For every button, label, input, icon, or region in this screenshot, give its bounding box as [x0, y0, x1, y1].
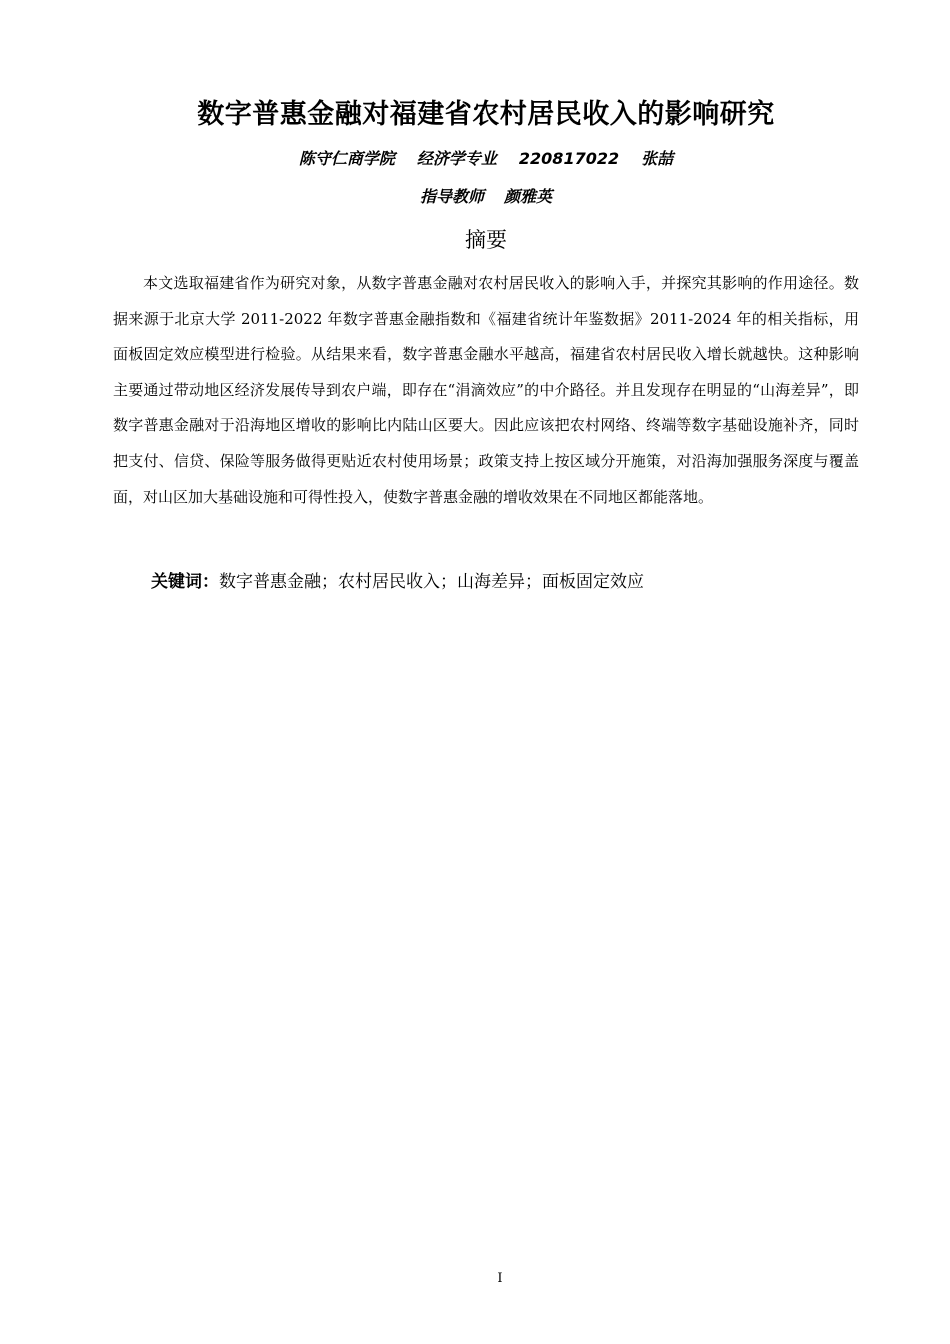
- author-major: 经济学专业: [416, 149, 497, 168]
- abstract-body: 本文选取福建省作为研究对象，从数字普惠金融对农村居民收入的影响入手，并探究其影响的作用途径。数据来源于北京大学 2011-2022 年数字普惠金融指数和《福建省统计年鉴数据》2011-2024 年的相关指标，用面板固定效应模型进行检验。从结果来看，数字普惠金融水平越高，福建省农村居民收入增长就越快。这种影响主要通过带动地区经济发展传导到农户端，即存在“涓滴效应”的中介路径。并且发现存在明显的“山海差异”，即数字普惠金融对于沿海地区增收的影响比内陆山区要大。因此应该把农村网络、终端等数字基础设施补齐，同时把支付、信贷、保险等服务做得更贴近农村使用场景；政策支持上按区域分开施策，对沿海加强服务深度与覆盖面，对山区加大基础设施和可得性投入，使数字普惠金融的增收效果在不同地区都能落地。: [113, 274, 859, 506]
- advisor-name: 颜雅英: [504, 187, 553, 206]
- paper-title: 数字普惠金融对福建省农村居民收入的影响研究: [197, 99, 775, 130]
- author-name: 张喆: [641, 149, 674, 168]
- page-number: I: [497, 1271, 503, 1286]
- keywords-label: 关键词：: [151, 572, 219, 592]
- advisor-label: 指导教师: [419, 187, 484, 206]
- author-school: 陈守仁商学院: [298, 149, 395, 168]
- abstract-heading: 摘要: [465, 228, 507, 252]
- keywords-text: 数字普惠金融；农村居民收入；山海差异；面板固定效应: [219, 572, 644, 592]
- keywords-line: [151, 568, 871, 596]
- advisor-line: [0, 184, 950, 210]
- author-student-id: 220817022: [518, 149, 620, 168]
- author-line: [0, 146, 950, 172]
